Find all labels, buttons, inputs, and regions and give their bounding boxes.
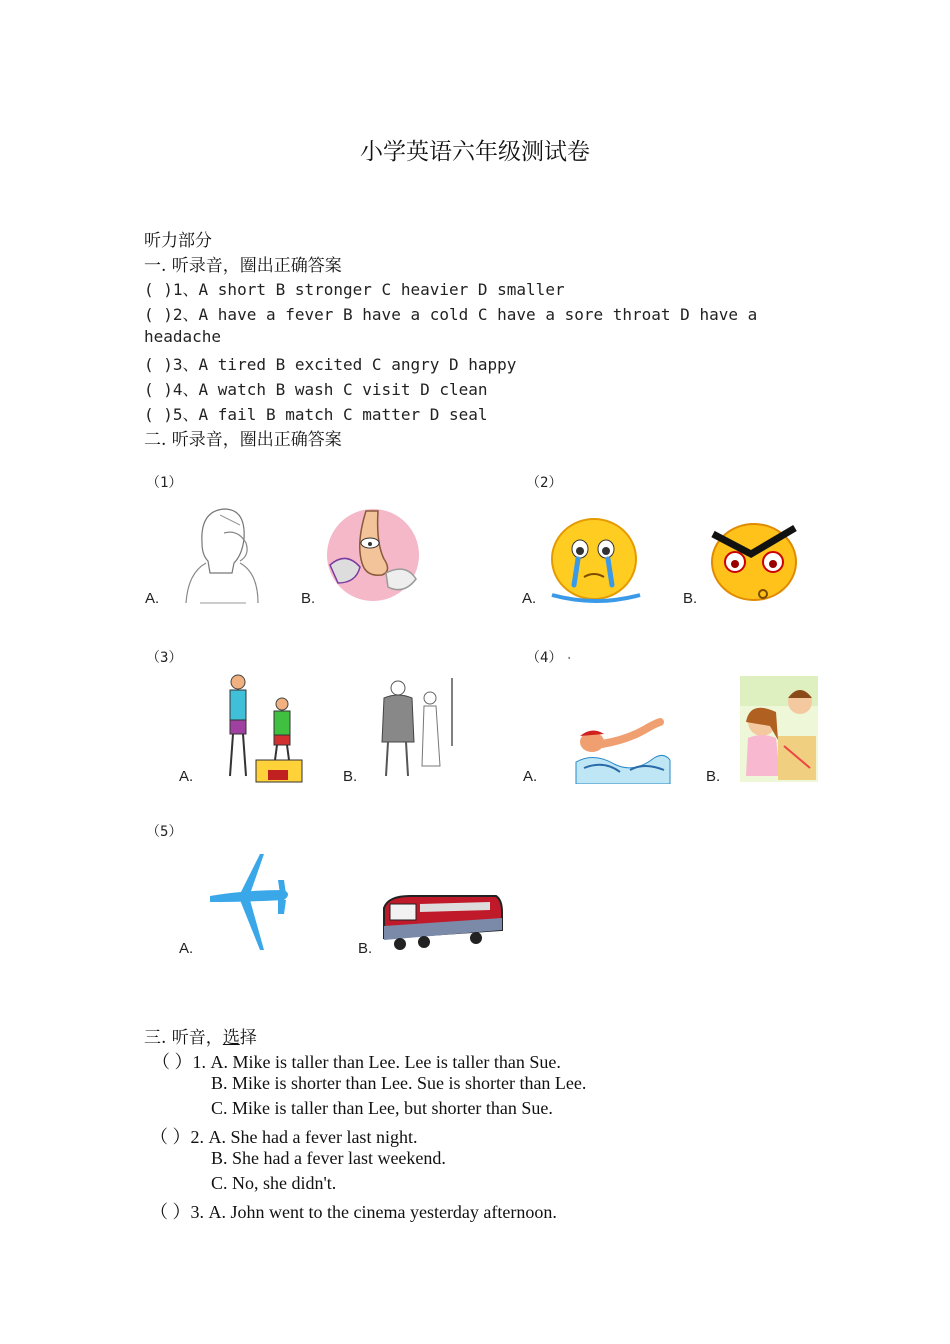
group-4-number: （4） [526, 650, 563, 666]
angry-face-image [707, 520, 801, 604]
part3-question-3: （ ）3. A. John went to the cinema yesterday afternoon. [150, 1202, 557, 1222]
group-3-number: （3） [146, 650, 183, 666]
group-3-label-a: A. [179, 768, 194, 785]
group-2-label-b: B. [683, 590, 698, 607]
airplane-image [204, 850, 292, 954]
part1-question-4: ( )4、A watch B wash C visit D clean [144, 380, 488, 399]
part3-question-2-option-b: B. She had a fever last weekend. [211, 1148, 446, 1168]
fat-thin-people-image [374, 676, 456, 780]
group-2-number: （2） [526, 475, 563, 491]
group-1-label-a: A. [145, 590, 160, 607]
section-listening: 听力部分 [144, 231, 212, 251]
group-5-label-a: A. [179, 940, 194, 957]
part1-question-5: ( )5、A fail B match C matter D seal [144, 405, 488, 424]
swimming-image [574, 712, 672, 784]
part3-question-1: （ ）1. A. Mike is taller than Lee. Lee is taller than Sue. [152, 1052, 561, 1072]
group-2-label-a: A. [522, 590, 537, 607]
group-3-label-b: B. [343, 768, 358, 785]
part2-heading: 二. 听录音，圈出正确答案 [144, 430, 342, 450]
part1-question-2: ( )2、A have a fever B have a cold C have a sore throat D have a [144, 305, 758, 324]
part3-question-2: （ ）2. A. She had a fever last night. [150, 1127, 418, 1147]
group-5-number: （5） [146, 824, 183, 840]
group-1-label-b: B. [301, 590, 316, 607]
part1-question-2-cont: headache [144, 327, 222, 346]
tall-short-boys-image [212, 672, 304, 784]
part3-question-2-option-c: C. No, she didn't. [211, 1173, 337, 1193]
group-4-label-a: A. [523, 768, 538, 785]
train-image [380, 890, 504, 954]
part1-question-1: ( )1、A short B stronger C heavier D smaller [144, 280, 565, 299]
group-5-label-b: B. [358, 940, 373, 957]
part1-question-3: ( )3、A tired B excited C angry D happy [144, 355, 517, 374]
part3-question-1-option-b: B. Mike is shorter than Lee. Sue is shorter than Lee. [211, 1073, 587, 1093]
group-1-number: （1） [146, 475, 183, 491]
group-4-label-b: B. [706, 768, 721, 785]
part1-heading: 一. 听录音，圈出正确答案 [144, 256, 342, 276]
headache-woman-image [180, 503, 262, 605]
part3-question-1-option-c: C. Mike is taller than Lee, but shorter than Sue. [211, 1098, 553, 1118]
group-4-mark: . [565, 647, 574, 663]
part3-heading: 三. 听音，选择 [144, 1028, 257, 1048]
crying-face-image [548, 515, 644, 603]
page-title: 小学英语六年级测试卷 [360, 139, 590, 165]
cold-nose-image [326, 503, 420, 603]
drawing-children-image [740, 676, 818, 782]
